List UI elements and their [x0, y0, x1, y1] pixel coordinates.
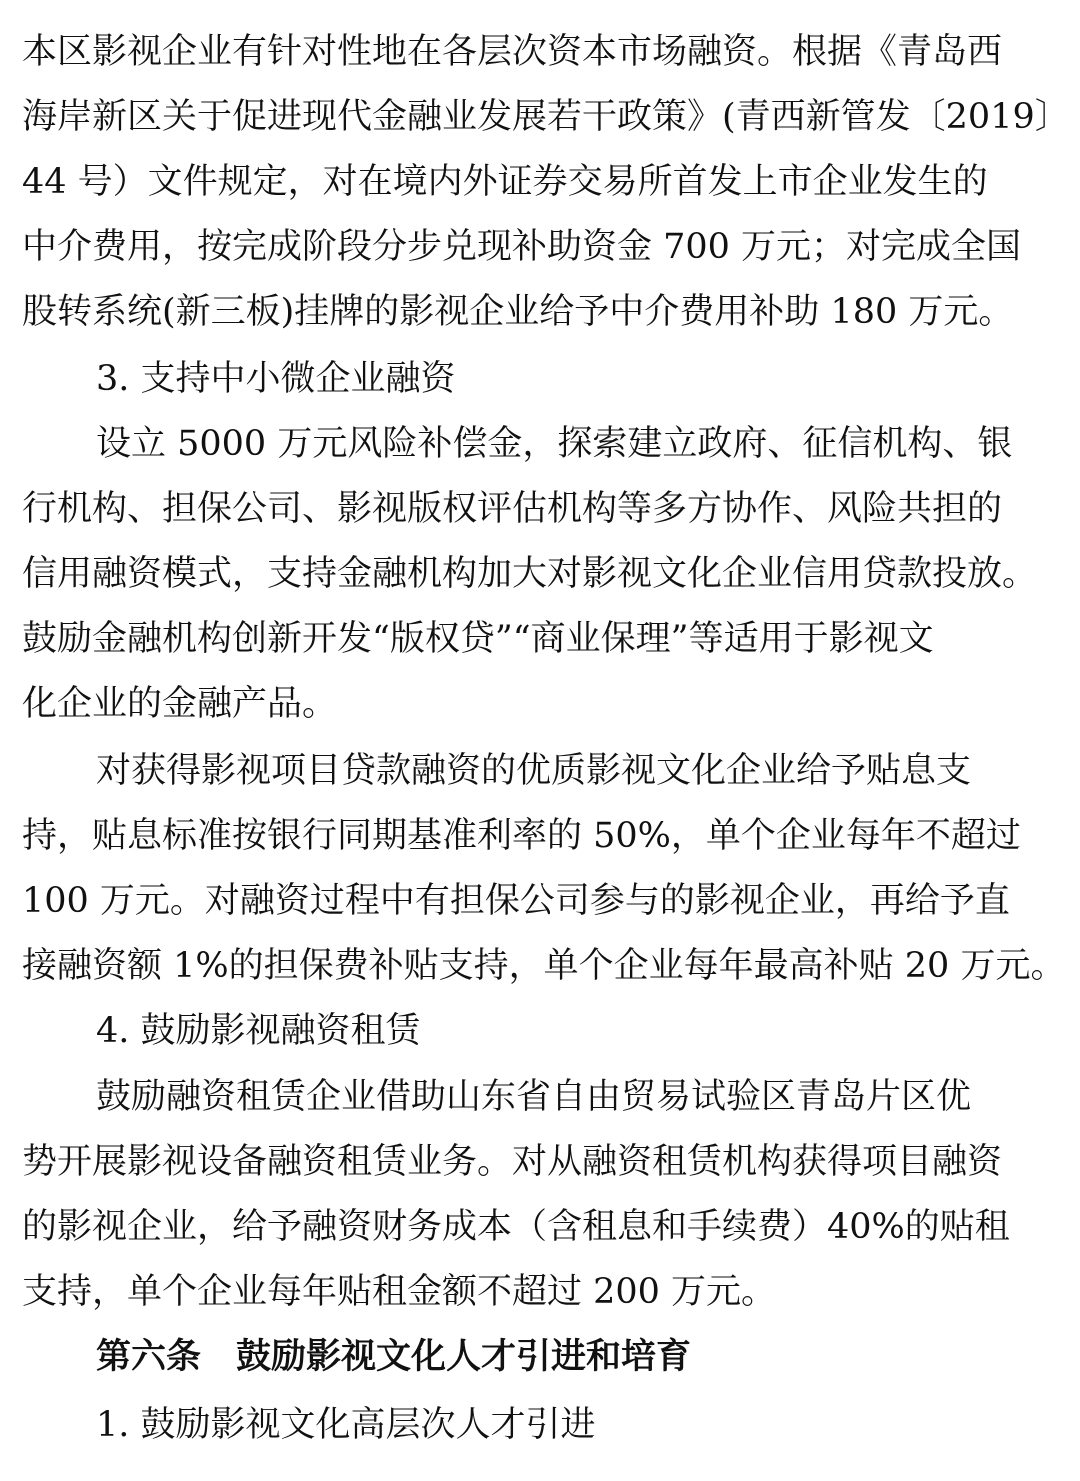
section-heading: 4. 鼓励影视融资租赁 [96, 1011, 421, 1051]
text-line: 股转系统(新三板)挂牌的影视企业给予中介费用补助 180 万元。 [22, 292, 1014, 332]
article-heading: 第六条 鼓励影视文化人才引进和培育 [96, 1337, 692, 1377]
text-line: 鼓励金融机构创新开发“版权贷”“商业保理”等适用于影视文 [22, 619, 934, 659]
text-line: 设立 5000 万元风险补偿金，探索建立政府、征信机构、银 [96, 424, 1013, 464]
text-line: 信用融资模式，支持金融机构加大对影视文化企业信用贷款投放。 [22, 554, 1038, 594]
text-line: 行机构、担保公司、影视版权评估机构等多方协作、风险共担的 [22, 489, 1003, 529]
text-line: 势开展影视设备融资租赁业务。对从融资租赁机构获得项目融资 [22, 1142, 1003, 1182]
text-line: 本区影视企业有针对性地在各层次资本市场融资。根据《青岛西 [22, 32, 1003, 72]
section-heading: 1. 鼓励影视文化高层次人才引进 [96, 1405, 596, 1445]
text-line: 44 号）文件规定，对在境内外证券交易所首发上市企业发生的 [22, 162, 988, 202]
section-heading: 3. 支持中小微企业融资 [96, 359, 456, 399]
text-line: 的影视企业，给予融资财务成本（含租息和手续费）40%的贴租 [22, 1207, 1010, 1247]
text-line: 化企业的金融产品。 [22, 684, 338, 724]
text-line: 海岸新区关于促进现代金融业发展若干政策》(青西新管发〔2019〕 [22, 97, 1070, 137]
text-line: 中介费用，按完成阶段分步兑现补助资金 700 万元；对完成全国 [22, 227, 1022, 267]
text-line: 持，贴息标准按银行同期基准利率的 50%，单个企业每年不超过 [22, 816, 1021, 856]
text-line: 对获得影视项目贷款融资的优质影视文化企业给予贴息支 [96, 751, 972, 791]
text-line: 鼓励融资租赁企业借助山东省自由贸易试验区青岛片区优 [96, 1077, 972, 1117]
text-line: 支持，单个企业每年贴租金额不超过 200 万元。 [22, 1272, 777, 1312]
text-line: 100 万元。对融资过程中有担保公司参与的影视企业，再给予直 [22, 881, 1010, 921]
text-line: 接融资额 1%的担保费补贴支持，单个企业每年最高补贴 20 万元。 [22, 946, 1066, 986]
